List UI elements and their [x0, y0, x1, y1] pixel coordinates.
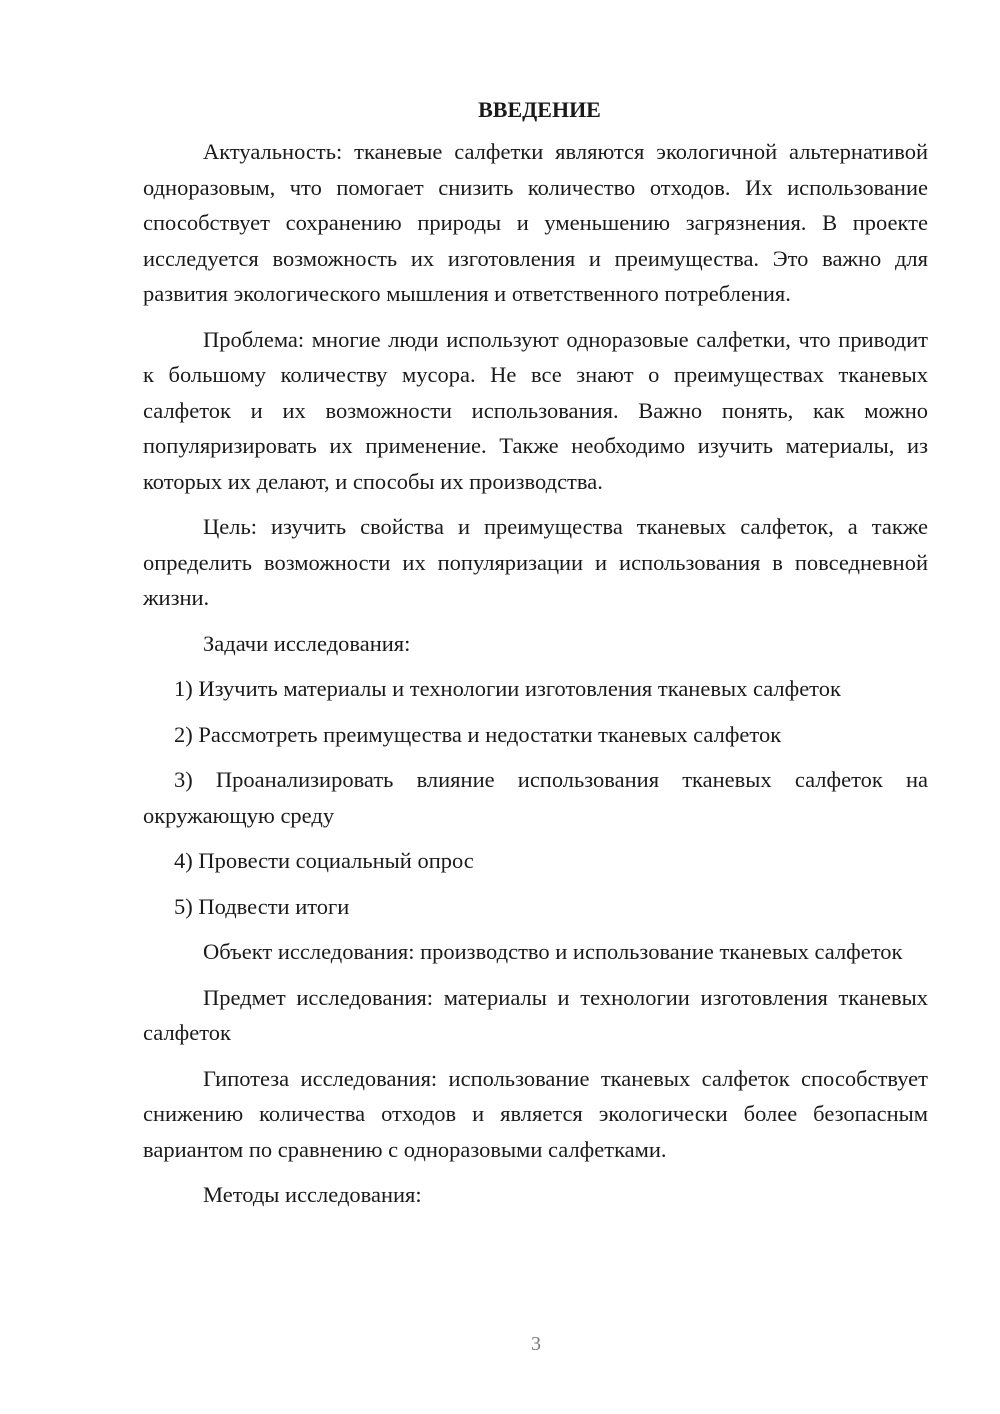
hypothesis-paragraph: Гипотеза исследования: использование тканевых салфеток способствует снижению количества отходов и является экологически более безопасным вариантом по сравнению с одноразовыми салфетками.: [143, 1065, 928, 1162]
problem-paragraph: Проблема: многие люди используют одноразовые салфетки, что приводит к большому количеству мусора. Не все знают о преимуществах тканевых салфеток и их возможности использования. Важно понять, как можно популяризировать их применение. Также необходимо изучить материалы, из которых их делают, и способы их производства.: [143, 326, 928, 494]
goal-paragraph: Цель: изучить свойства и преимущества тканевых салфеток, а также определить возможности их популяризации и использования в повседневной жизни.: [143, 514, 928, 610]
page-number: 3: [531, 1333, 541, 1355]
task-item-1: 1) Изучить материалы и технологии изготовления тканевых салфеток: [174, 676, 841, 701]
section-title: ВВЕДЕНИЕ: [478, 97, 601, 122]
task-item-2: 2) Рассмотреть преимущества и недостатки тканевых салфеток: [174, 721, 782, 747]
subject-paragraph: Предмет исследования: материалы и технологии изготовления тканевых салфеток: [143, 984, 928, 1045]
object-paragraph: Объект исследования: производство и использование тканевых салфеток: [203, 939, 903, 964]
tasks-heading: Задачи исследования:: [203, 630, 411, 656]
task-item-5: 5) Подвести итоги: [174, 893, 350, 919]
task-item-4: 4) Провести социальный опрос: [174, 848, 474, 873]
methods-heading: Методы исследования:: [203, 1182, 422, 1207]
document-body: [143, 92, 928, 1223]
relevance-paragraph: Актуальность: тканевые салфетки являются экологичной альтернативой одноразовым, что помогает снизить количество отходов. Их использование способствует сохранению природы и уменьшению загрязнения. В проекте исследуется возможность их изготовления и преимущества. Это важно для развития экологического мышления и ответственного потребления.: [143, 139, 928, 306]
task-item-3: 3) Проанализировать влияние использования тканевых салфеток на окружающую среду: [143, 767, 928, 828]
